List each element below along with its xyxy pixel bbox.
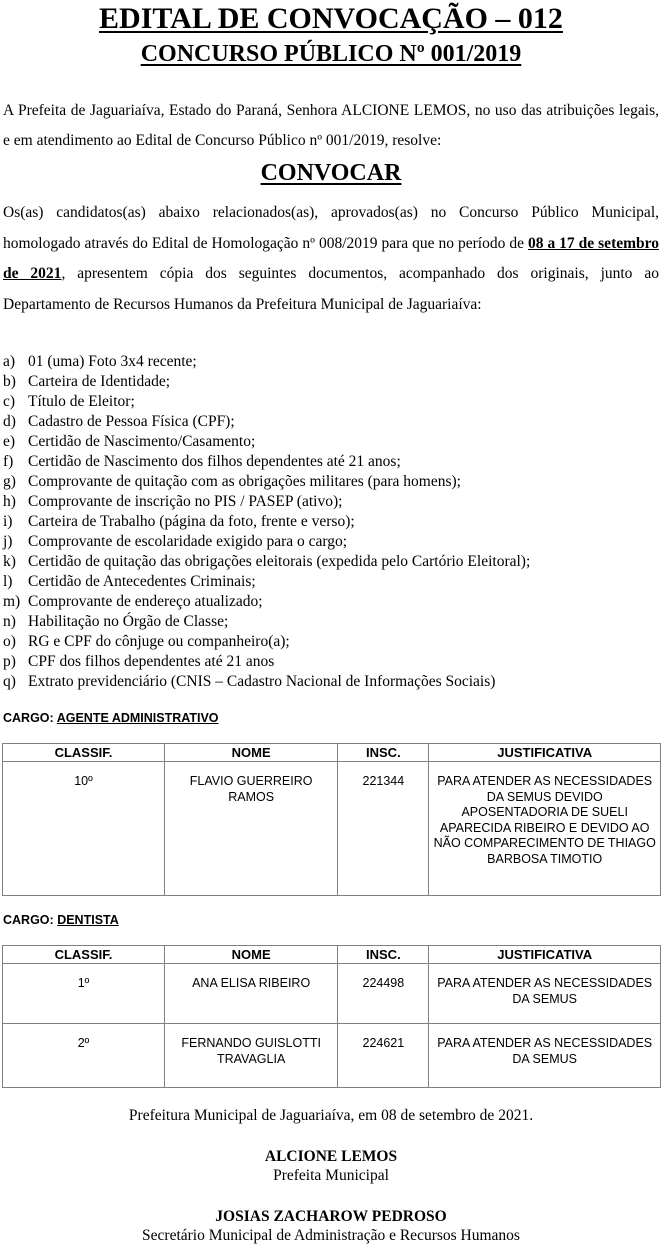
cell-classif: 10º — [3, 762, 165, 896]
item-text: Certidão de quitação das obrigações eleitorais (expedida pelo Cartório Eleitoral); — [28, 553, 531, 570]
cargo-name: AGENTE ADMINISTRATIVO — [56, 711, 219, 725]
intro-paragraph: A Prefeita de Jaguariaíva, Estado do Paraná, Senhora ALCIONE LEMOS, no uso das atribuições legais, e em atendimento ao Edital de Concurso Público nº 001/2019, resolve: — [3, 102, 659, 149]
signer1-name-text: ALCIONE LEMOS — [264, 1148, 398, 1165]
item-letter: h) — [3, 493, 16, 510]
item-letter: j) — [3, 533, 13, 550]
item-letter: e) — [3, 433, 16, 450]
cargo-label: CARGO: — [3, 711, 54, 725]
document-item — [3, 492, 659, 512]
item-text: Título de Eleitor; — [28, 393, 135, 410]
document-item — [3, 432, 659, 452]
signer2-role: Secretário Municipal de Administração e Recursos Humanos — [142, 1227, 520, 1244]
table-row — [3, 964, 661, 1024]
cell-insc: 221344 — [338, 762, 429, 896]
item-text: Habilitação no Órgão de Classe; — [28, 613, 229, 630]
table-header-row — [3, 946, 661, 964]
cell-insc: 224621 — [338, 1024, 429, 1088]
cell-classif: 2º — [3, 1024, 165, 1088]
item-letter: o) — [3, 633, 16, 650]
item-letter: d) — [3, 413, 16, 430]
cargo-heading-agente — [3, 711, 219, 725]
item-text: Carteira de Trabalho (página da foto, frente e verso); — [28, 513, 355, 530]
place-date: Prefeitura Municipal de Jaguariaíva, em 08 de setembro de 2021. — [128, 1107, 534, 1124]
cell-justificativa: PARA ATENDER AS NECESSIDADES DA SEMUS DEVIDO APOSENTADORIA DE SUELI APARECIDA RIBEIRO E DEVIDO AO NÃO COMPARECIMENTO DE THIAGO BARBOSA TIMOTIO — [429, 762, 661, 896]
document-item — [3, 412, 659, 432]
period-highlight: 08 a 17 de setembro de 2021 — [3, 234, 659, 282]
item-letter: m) — [3, 593, 21, 610]
cell-justificativa: PARA ATENDER AS NECESSIDADES DA SEMUS — [429, 964, 661, 1024]
action-heading — [0, 156, 662, 190]
document-item — [3, 632, 659, 652]
item-text: CPF dos filhos dependentes até 21 anos — [28, 653, 275, 670]
item-text: Comprovante de escolaridade exigido para o cargo; — [28, 533, 348, 550]
document-item — [3, 392, 659, 412]
document-item — [3, 592, 659, 612]
header-justificativa: JUSTIFICATIVA — [429, 744, 661, 762]
header-justificativa: JUSTIFICATIVA — [429, 946, 661, 964]
item-text: Comprovante de inscrição no PIS / PASEP (ativo); — [28, 493, 343, 510]
cargo-name: DENTISTA — [57, 913, 119, 927]
signer2-name — [0, 1207, 662, 1226]
item-text: Comprovante de endereço atualizado; — [28, 593, 263, 610]
body-text-1: Os(as) candidatos(as) abaixo relacionados(as), aprovados(as) no Concurso Público Municipal, homologado através do Edital de Homologação nº 008/2019 para que no período de — [3, 204, 659, 252]
document-item — [3, 472, 659, 492]
table-row — [3, 762, 661, 896]
document-subtitle-text: CONCURSO PÚBLICO Nº 001/2019 — [140, 41, 522, 67]
item-letter: i) — [3, 513, 13, 530]
item-letter: n) — [3, 613, 16, 630]
item-letter: p) — [3, 653, 16, 670]
item-letter: f) — [3, 453, 14, 470]
item-text: Certidão de Nascimento dos filhos dependentes até 21 anos; — [28, 453, 401, 470]
header-insc: INSC. — [338, 744, 429, 762]
item-letter: k) — [3, 553, 16, 570]
document-item — [3, 612, 659, 632]
signer2-name-text: JOSIAS ZACHAROW PEDROSO — [215, 1208, 447, 1225]
body-text-2: , apresentem cópia dos seguintes documentos, acompanhado dos originais, junto ao Departamento de Recursos Humanos da Prefeitura Municipal de Jaguariaíva: — [3, 265, 659, 313]
item-letter: b) — [3, 373, 16, 390]
document-title-text: EDITAL DE CONVOCAÇÃO – 012 — [99, 2, 563, 35]
header-nome: NOME — [164, 946, 337, 964]
document-item — [3, 672, 659, 692]
item-text: Certidão de Antecedentes Criminais; — [28, 573, 256, 590]
item-letter: l) — [3, 573, 13, 590]
cell-insc: 224498 — [338, 964, 429, 1024]
document-item — [3, 452, 659, 472]
item-text: Cadastro de Pessoa Física (CPF); — [28, 413, 235, 430]
document-item — [3, 652, 659, 672]
item-letter: q) — [3, 673, 16, 690]
table-header-row — [3, 744, 661, 762]
document-item — [3, 572, 659, 592]
cargo-label: CARGO: — [3, 913, 54, 927]
item-letter: g) — [3, 473, 16, 490]
item-text: Comprovante de quitação com as obrigações militares (para homens); — [28, 473, 461, 490]
document-item — [3, 552, 659, 572]
cell-justificativa: PARA ATENDER AS NECESSIDADES DA SEMUS — [429, 1024, 661, 1088]
table-row — [3, 1024, 661, 1088]
header-classif: CLASSIF. — [3, 744, 165, 762]
cell-nome: ANA ELISA RIBEIRO — [164, 964, 337, 1024]
item-text: 01 (uma) Foto 3x4 recente; — [28, 353, 197, 370]
item-letter: c) — [3, 393, 16, 410]
header-insc: INSC. — [338, 946, 429, 964]
candidates-table-dentista — [2, 945, 661, 1088]
item-text: Extrato previdenciário (CNIS – Cadastro Nacional de Informações Sociais) — [28, 673, 496, 690]
item-text: RG e CPF do cônjuge ou companheiro(a); — [28, 633, 290, 650]
body-paragraph — [3, 198, 659, 320]
candidates-table-agente — [2, 743, 661, 896]
cell-nome: FERNANDO GUISLOTTI TRAVAGLIA — [164, 1024, 337, 1088]
signer1-role: Prefeita Municipal — [273, 1167, 389, 1184]
header-nome: NOME — [164, 744, 337, 762]
document-item — [3, 532, 659, 552]
item-text: Carteira de Identidade; — [28, 373, 171, 390]
document-subtitle — [0, 38, 662, 70]
documents-list — [3, 352, 659, 692]
document-item — [3, 352, 659, 372]
header-classif: CLASSIF. — [3, 946, 165, 964]
document-item — [3, 372, 659, 392]
document-item — [3, 512, 659, 532]
item-text: Certidão de Nascimento/Casamento; — [28, 433, 256, 450]
cargo-heading-dentista — [3, 913, 119, 927]
cell-nome: FLAVIO GUERREIRO RAMOS — [164, 762, 337, 896]
document-title — [0, 0, 662, 38]
cell-classif: 1º — [3, 964, 165, 1024]
action-heading-text: CONVOCAR — [260, 160, 402, 186]
signer1-name — [0, 1147, 662, 1166]
item-letter: a) — [3, 353, 16, 370]
